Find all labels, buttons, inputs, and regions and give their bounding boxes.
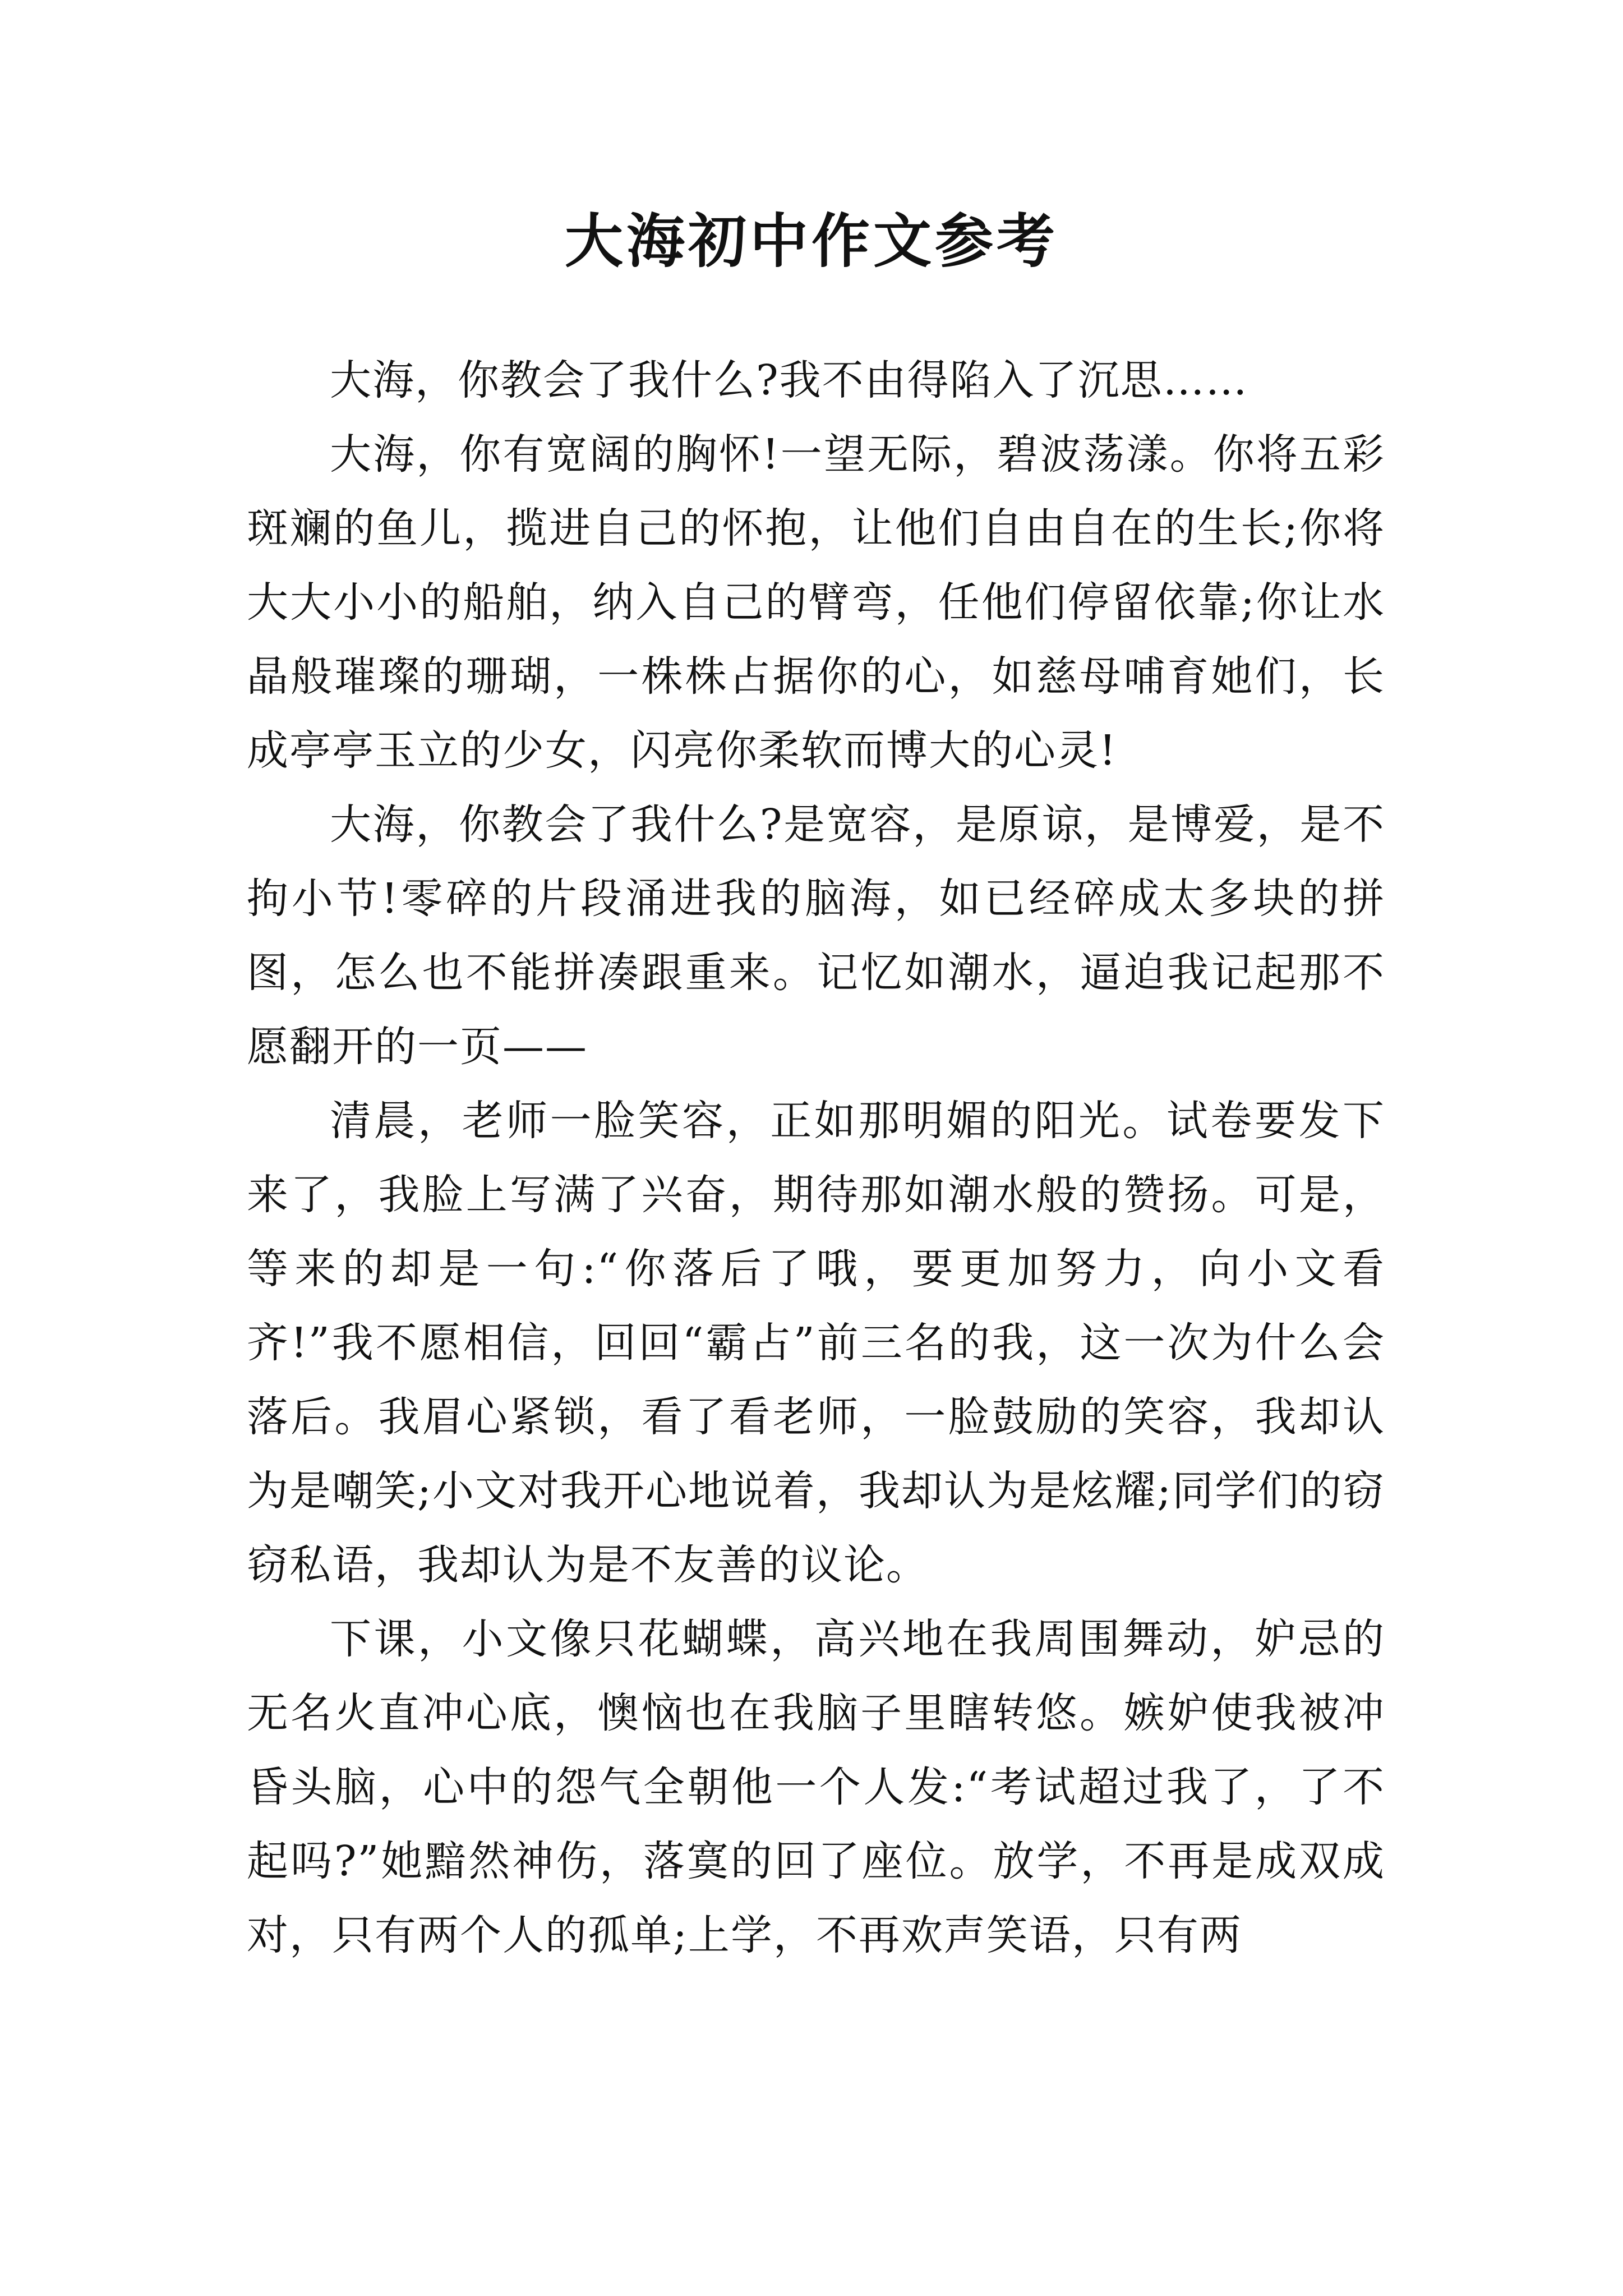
paragraph: 下课，小文像只花蝴蝶，高兴地在我周围舞动，妒忌的无名火直冲心底，懊恼也在我脑子里瞎转悠。嫉妒使我被冲昏头脑，心中的怨气全朝他一个人发:“考试超过我了，了不起吗?”她黯然神伤，落寞的回了座位。放学，不再是成双成对，只有两个人的孤单;上学，不再欢声笑语，只有两 [247, 1615, 1385, 1959]
paragraph: 大海，你教会了我什么?我不由得陷入了沉思…… [330, 356, 1248, 404]
paragraph: 大海，你有宽阔的胸怀!一望无际，碧波荡漾。你将五彩斑斓的鱼儿，揽进自己的怀抱，让他们自由自在的生长;你将大大小小的船舶，纳入自己的臂弯，任他们停留依靠;你让水晶般璀璨的珊瑚，一株株占据你的心，如慈母哺育她们，长成亭亭玉立的少女，闪亮你柔软而博大的心灵! [247, 430, 1385, 775]
document-title: 大海初中作文参考 [564, 206, 1058, 275]
paragraph: 清晨，老师一脸笑容，正如那明媚的阳光。试卷要发下来了，我脸上写满了兴奋，期待那如潮水般的赞扬。可是，等来的却是一句:“你落后了哦，要更加努力，向小文看齐!”我不愿相信，回回“霸占”前三名的我，这一次为什么会落后。我眉心紧锁，看了看老师，一脸鼓励的笑容，我却认为是嘲笑;小文对我开心地说着，我却认为是炫耀;同学们的窃窃私语，我却认为是不友善的议论。 [247, 1097, 1385, 1589]
paragraph: 大海，你教会了我什么?是宽容，是原谅，是博爱，是不拘小节!零碎的片段涌进我的脑海，如已经碎成太多块的拼图，怎么也不能拼凑跟重来。记忆如潮水，逼迫我记起那不愿翻开的一页—— [247, 800, 1385, 1071]
document-body [247, 343, 1385, 1972]
